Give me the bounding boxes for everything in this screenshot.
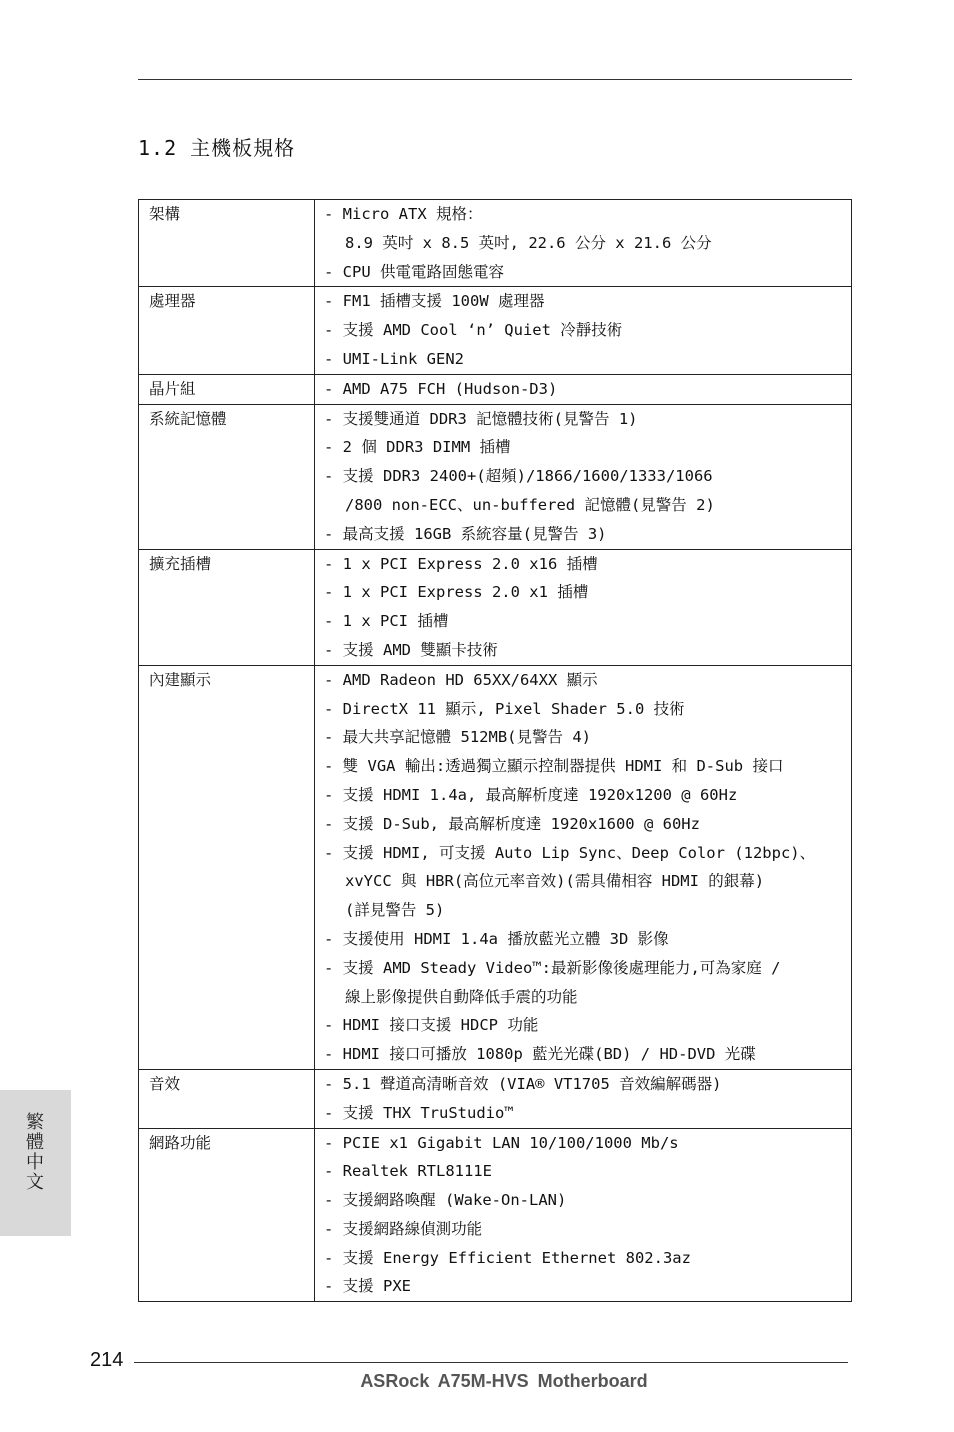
- spec-line: - 支援 AMD Cool ‘n’ Quiet 冷靜技術: [324, 321, 623, 340]
- spec-line: xvYCC 與 HBR(高位元率音效)(需具備相容 HDMI 的銀幕): [345, 872, 765, 891]
- spec-line: - 最大共享記憶體 512MB(見警告 4): [324, 728, 591, 747]
- spec-details: [315, 1069, 852, 1128]
- spec-line: - 支援 AMD Steady Video™:最新影像後處理能力,可為家庭 /: [324, 958, 781, 977]
- spec-details: [315, 1128, 852, 1302]
- spec-details: [315, 200, 852, 287]
- spec-details: [315, 404, 852, 549]
- spec-category: 系統記憶體: [139, 404, 315, 549]
- spec-line: - PCIE x1 Gigabit LAN 10/100/1000 Mb/s: [324, 1133, 679, 1152]
- top-rule: [138, 79, 852, 80]
- page-number: 214: [90, 1349, 124, 1371]
- spec-line: - CPU 供電電路固態電容: [324, 262, 504, 281]
- spec-line: - 支援 THX TruStudio™: [324, 1103, 514, 1122]
- spec-line: - 支援 AMD 雙顯卡技術: [324, 640, 498, 659]
- spec-category: 晶片組: [139, 374, 315, 404]
- spec-line: - 支援網路喚醒 (Wake-On-LAN): [324, 1191, 567, 1210]
- spec-line: - 5.1 聲道高清晰音效 (VIA® VT1705 音效編解碼器): [324, 1074, 722, 1093]
- spec-row: [139, 404, 852, 549]
- spec-line: 線上影像提供自動降低手震的功能: [345, 987, 578, 1006]
- spec-row: [139, 287, 852, 374]
- spec-category: 架構: [139, 200, 315, 287]
- language-side-tab: [0, 1090, 71, 1236]
- spec-line: - 支援 D-Sub, 最高解析度達 1920x1600 @ 60Hz: [324, 814, 700, 833]
- spec-line: - 支援網路線偵測功能: [324, 1219, 483, 1238]
- spec-category: 處理器: [139, 287, 315, 374]
- spec-line: (詳見警告 5): [345, 901, 445, 920]
- spec-line: - 支援 HDMI, 可支援 Auto Lip Sync、Deep Color (12bpc)、: [324, 843, 816, 862]
- spec-line: - 支援 Energy Efficient Ethernet 802.3az: [324, 1248, 691, 1267]
- spec-line: - 支援 PXE: [324, 1277, 411, 1296]
- language-tab-label: 繁體中文: [23, 1112, 44, 1192]
- spec-table-body: [139, 200, 852, 1302]
- footer-title: ASRock A75M-HVS Motherboard: [360, 1371, 648, 1391]
- spec-category: 擴充插槽: [139, 549, 315, 665]
- spec-details: [315, 287, 852, 374]
- section-title: 1.2 主機板規格: [138, 136, 296, 160]
- spec-row: [139, 1128, 852, 1302]
- spec-line: - 支援 DDR3 2400+(超頻)/1866/1600/1333/1066: [324, 467, 713, 486]
- bottom-rule: [134, 1362, 848, 1363]
- spec-line: - Micro ATX 規格：: [324, 205, 483, 223]
- spec-table: [138, 199, 852, 1302]
- spec-row: [139, 665, 852, 1069]
- spec-category: 音效: [139, 1069, 315, 1128]
- spec-line: - 支援雙通道 DDR3 記憶體技術(見警告 1): [324, 409, 638, 428]
- spec-line: - 2 個 DDR3 DIMM 插槽: [324, 438, 511, 457]
- spec-details: [315, 549, 852, 665]
- spec-line: - UMI-Link GEN2: [324, 349, 464, 368]
- spec-line: - AMD Radeon HD 65XX/64XX 顯示: [324, 670, 598, 689]
- spec-line: - HDMI 接口可播放 1080p 藍光光碟(BD) / HD-DVD 光碟: [324, 1045, 756, 1064]
- spec-line: - HDMI 接口支援 HDCP 功能: [324, 1016, 539, 1035]
- spec-row: [139, 1069, 852, 1128]
- spec-line: - 1 x PCI Express 2.0 x16 插槽: [324, 554, 598, 573]
- spec-line: - DirectX 11 顯示, Pixel Shader 5.0 技術: [324, 699, 685, 718]
- spec-line: - 最高支援 16GB 系統容量(見警告 3): [324, 524, 607, 543]
- spec-line: 8.9 英吋 x 8.5 英吋, 22.6 公分 x 21.6 公分: [345, 233, 712, 252]
- spec-row: [139, 549, 852, 665]
- spec-row: [139, 374, 852, 404]
- spec-line: - FM1 插槽支援 100W 處理器: [324, 292, 545, 311]
- spec-line: - Realtek RTL8111E: [324, 1162, 492, 1181]
- spec-line: - AMD A75 FCH (Hudson-D3): [324, 379, 558, 398]
- spec-line: - 支援使用 HDMI 1.4a 播放藍光立體 3D 影像: [324, 929, 669, 948]
- spec-line: /800 non-ECC、un-buffered 記憶體(見警告 2): [345, 495, 715, 514]
- spec-category: 內建顯示: [139, 665, 315, 1069]
- spec-details: [315, 665, 852, 1069]
- spec-line: - 1 x PCI 插槽: [324, 612, 449, 631]
- spec-line: - 支援 HDMI 1.4a, 最高解析度達 1920x1200 @ 60Hz: [324, 785, 738, 804]
- spec-details: [315, 374, 852, 404]
- spec-line: - 雙 VGA 輸出:透過獨立顯示控制器提供 HDMI 和 D-Sub 接口: [324, 757, 784, 776]
- spec-line: - 1 x PCI Express 2.0 x1 插槽: [324, 583, 589, 602]
- spec-row: [139, 200, 852, 287]
- spec-category: 網路功能: [139, 1128, 315, 1302]
